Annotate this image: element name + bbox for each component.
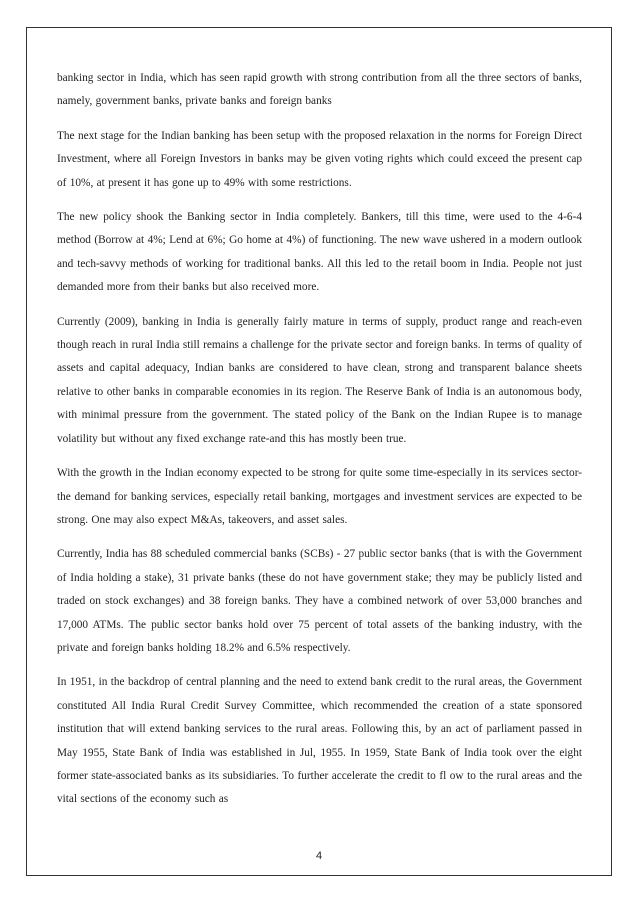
paragraph-fdi-norms: The next stage for the Indian banking has been setup with the proposed relaxation in the norms for Foreign Direct Investment, where all Foreign Investors in banks may be given voting rights which could exceed the present cap of 10%, at present it has gone up to 49% with some restrictions. [57,129,582,189]
page-number: 4 [315,850,323,862]
paragraph-current-banking: Currently (2009), banking in India is generally fairly mature in terms of supply, product range and reach-even though reach in rural India still remains a challenge for the private sector and foreign banks. In terms of quality of assets and capital adequacy, Indian banks are considered to have clean, strong and transparent balance sheets relative to other banks in comparable economies in its region. The Reserve Bank of India is an autonomous body, with minimal pressure from the government. The stated policy of the Bank on the Indian Rupee is to manage volatility but without any fixed exchange rate-and this has mostly been true. [57,315,582,445]
paragraph-new-policy: The new policy shook the Banking sector in India completely. Bankers, till this time, were used to the 4-6-4 method (Borrow at 4%; Lend at 6%; Go home at 4%) of functioning. The new wave ushered in a modern outlook and tech-savvy methods of working for traditional banks. All this led to the retail boom in India. People not just demanded more from their banks but also received more. [57,211,582,294]
paragraph-scheduled-banks: Currently, India has 88 scheduled commercial banks (SCBs) - 27 public sector banks (that is with the Government of India holding a stake), 31 private banks (these do not have government stake; they may be publicly listed and traded on stock exchanges) and 38 foreign banks. They have a combined network of over 53,000 branches and 17,000 ATMs. The public sector banks hold over 75 percent of total assets of the banking industry, with the private and foreign banks holding 18.2% and 6.5% respectively. [57,548,582,654]
document-body [57,67,582,823]
paragraph-economic-growth: With the growth in the Indian economy expected to be strong for quite some time-especially in its services sector-the demand for banking services, especially retail banking, mortgages and investment services are expected to be strong. One may also expect M&As, takeovers, and asset sales. [57,467,582,526]
paragraph-banking-sectors: banking sector in India, which has seen rapid growth with strong contribution from all the three sectors of banks, namely, government banks, private banks and foreign banks [57,72,582,108]
paragraph-sbi-history: In 1951, in the backdrop of central planning and the need to extend bank credit to the rural areas, the Government constituted All India Rural Credit Survey Committee, which recommended the creation of a state sponsored institution that will extend banking services to the rural areas. Following this, by an act of parliament passed in May 1955, State Bank of India was established in Jul, 1955. In 1959, State Bank of India took over the eight former state-associated banks as its subsidiaries. To further accelerate the credit to fl ow to the rural areas and the vital sections of the economy such as [57,676,582,806]
